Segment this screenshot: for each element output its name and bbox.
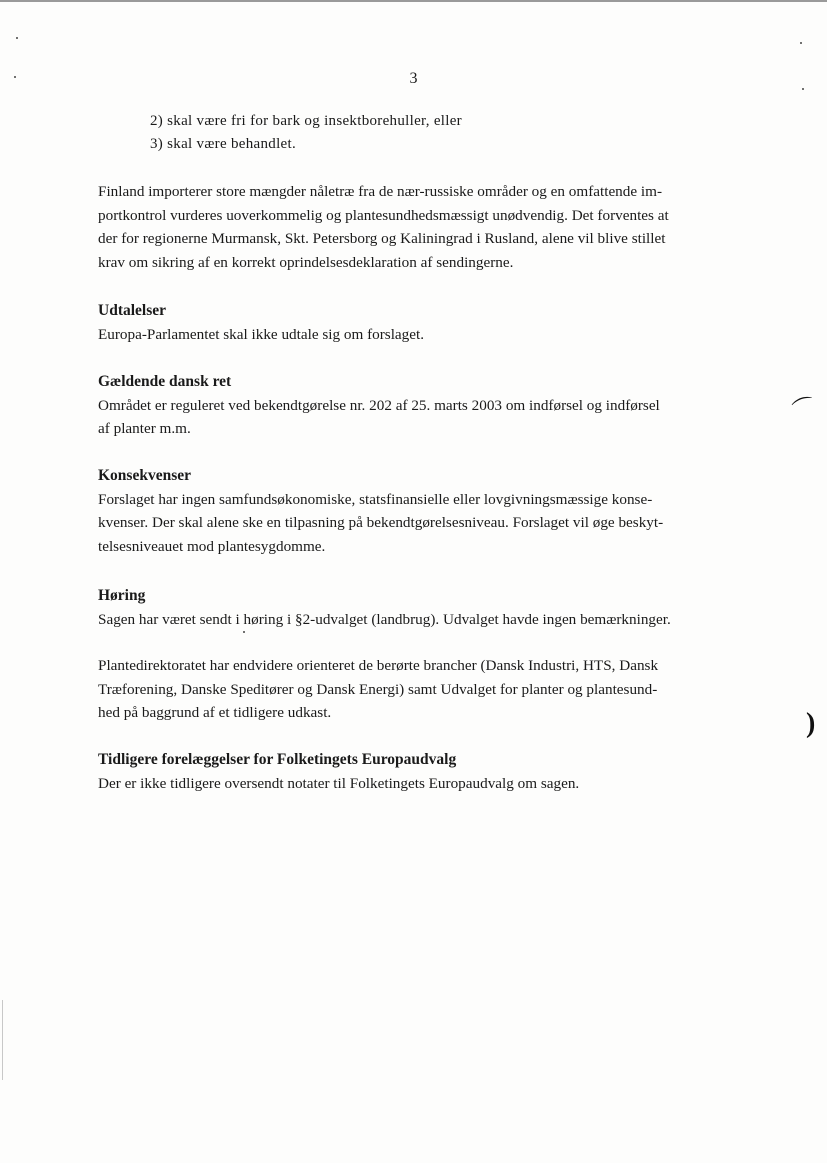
paragraph-line: kvenser. Der skal alene ske en tilpasning på bekendtgørelsesniveau. Forslaget vil øge beskyt- bbox=[98, 514, 664, 531]
paragraph-line: portkontrol vurderes uoverkommelig og plantesundhedsmæssigt unødvendig. Det forventes at bbox=[98, 206, 669, 224]
section-tidligere-forelaeggelser bbox=[98, 748, 738, 795]
scan-speck bbox=[16, 37, 18, 39]
scan-speck bbox=[802, 88, 804, 90]
requirements-list bbox=[150, 110, 462, 156]
paragraph-line: der for regionerne Murmansk, Skt. Petersborg og Kaliningrad i Rusland, alene vil blive stillet bbox=[98, 230, 666, 247]
paragraph-line: Området er reguleret ved bekendtgørelse nr. 202 af 25. marts 2003 om indførsel og indførsel bbox=[98, 396, 660, 414]
paragraph-line: Der er ikke tidligere oversendt notater til Folketingets Europaudvalg om sagen. bbox=[98, 774, 580, 792]
paragraph-line: Europa-Parlamentet skal ikke udtale sig om forslaget. bbox=[98, 325, 425, 343]
paragraph-line: af planter m.m. bbox=[98, 420, 191, 437]
scan-speck bbox=[243, 631, 245, 633]
section-gaeldende-dansk-ret bbox=[98, 370, 738, 441]
section-heading: Tidligere forelæggelser for Folketingets Europaudvalg bbox=[98, 751, 457, 768]
list-item: 3) skal være behandlet. bbox=[150, 136, 297, 152]
plantedirektoratet-paragraph bbox=[98, 654, 738, 725]
paragraph-line: Sagen har været sendt i høring i §2-udvalget (landbrug). Udvalget havde ingen bemærkninger. bbox=[98, 610, 671, 628]
scan-hole-mark: ) bbox=[806, 708, 816, 739]
section-heading: Gældende dansk ret bbox=[98, 373, 232, 390]
paragraph-line: Finland importerer store mængder nåletræ fra de nær-russiske områder og en omfattende im- bbox=[98, 183, 662, 200]
section-heading: Konsekvenser bbox=[98, 467, 191, 484]
page-number: 3 bbox=[409, 70, 418, 87]
intro-paragraph bbox=[98, 180, 738, 274]
paragraph-line: Plantedirektoratet har endvidere orienteret de berørte brancher (Dansk Industri, HTS, Dansk bbox=[98, 657, 659, 674]
paragraph-line: Forslaget har ingen samfundsøkonomiske, statsfinansielle eller lovgivningsmæssige konse- bbox=[98, 490, 653, 508]
paragraph-line: krav om sikring af en korrekt oprindelsesdeklaration af sendingerne. bbox=[98, 253, 514, 271]
scan-margin-line bbox=[2, 1000, 3, 1080]
list-item: 2) skal være fri for bark og insektborehuller, eller bbox=[150, 113, 462, 129]
scan-speck bbox=[800, 42, 802, 44]
section-heading: Udtalelser bbox=[98, 302, 167, 319]
section-konsekvenser bbox=[98, 464, 738, 558]
scan-top-edge bbox=[0, 0, 827, 2]
section-horing bbox=[98, 584, 738, 631]
scan-hole-mark: ⌒ bbox=[789, 392, 819, 424]
section-heading: Høring bbox=[98, 587, 146, 604]
paragraph-line: telsesniveauet mod plantesygdomme. bbox=[98, 537, 326, 555]
section-udtalelser bbox=[98, 299, 738, 346]
paragraph-line: hed på baggrund af et tidligere udkast. bbox=[98, 704, 332, 721]
paragraph-line: Træforening, Danske Speditører og Dansk Energi) samt Udvalget for planter og plantesund- bbox=[98, 680, 658, 698]
